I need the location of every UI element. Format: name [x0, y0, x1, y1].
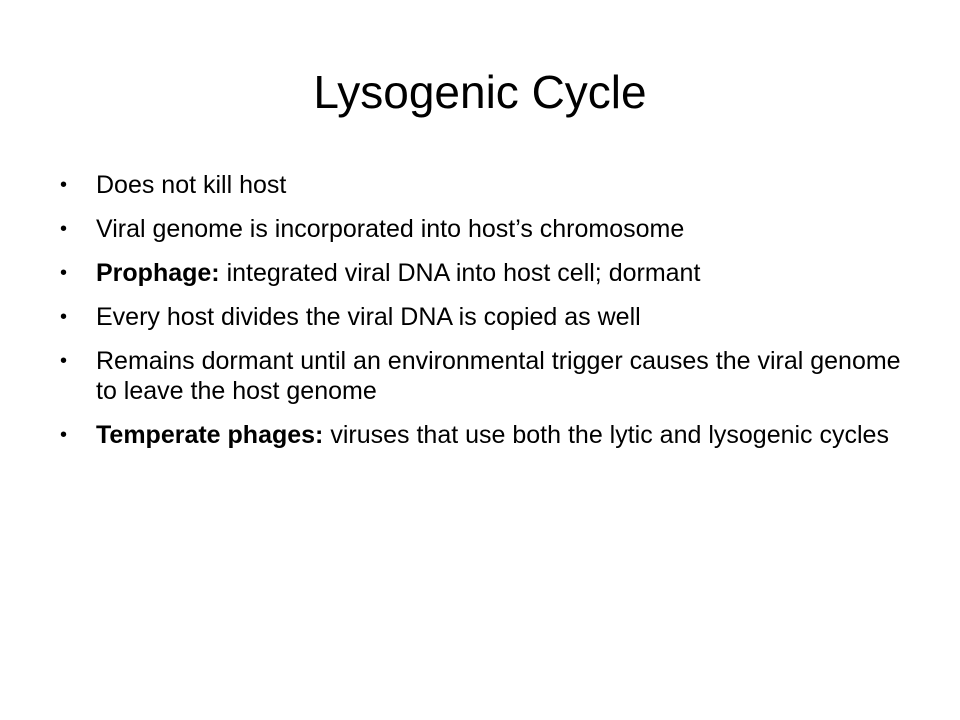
- bullet-icon: •: [60, 218, 68, 240]
- bullet-text: Does not kill host: [96, 171, 287, 199]
- bullet-text: Remains dormant until an environmental trigger causes the viral genome to leave the host genome: [96, 347, 901, 405]
- bullet-text: integrated viral DNA into host cell; dormant: [219, 259, 701, 287]
- bullet-icon: •: [60, 424, 68, 446]
- bullet-item-remains-dormant: [60, 346, 910, 406]
- bullet-item-every-host-divides: [60, 302, 910, 332]
- bullet-text: viruses that use both the lytic and lysogenic cycles: [323, 421, 889, 449]
- slide-title: Lysogenic Cycle: [313, 66, 647, 118]
- bullet-item-viral-genome: [60, 214, 910, 244]
- bullet-text: Every host divides the viral DNA is copied as well: [96, 303, 641, 331]
- bullet-list: [60, 170, 910, 464]
- bullet-item-does-not-kill-host: [60, 170, 910, 200]
- bullet-item-temperate-phages: [60, 420, 910, 450]
- bullet-term: Prophage:: [96, 259, 220, 287]
- bullet-icon: •: [60, 350, 68, 372]
- bullet-item-prophage: [60, 258, 910, 288]
- bullet-text: Viral genome is incorporated into host’s chromosome: [96, 215, 685, 243]
- bullet-icon: •: [60, 306, 68, 328]
- bullet-icon: •: [60, 262, 68, 284]
- bullet-icon: •: [60, 174, 68, 196]
- bullet-term: Temperate phages:: [96, 421, 324, 449]
